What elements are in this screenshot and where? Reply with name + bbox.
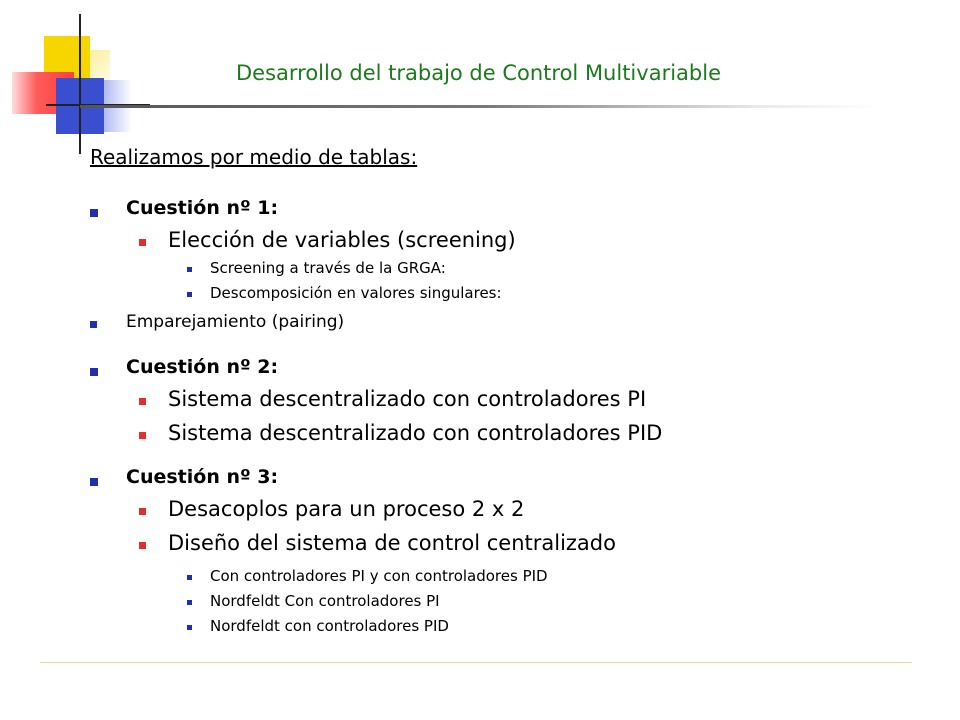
bullet-marker (90, 209, 98, 217)
list-item-level3: Descomposición en valores singulares: (210, 284, 502, 302)
slide-logo (0, 0, 140, 160)
footer-rule (40, 662, 912, 663)
bullet-marker (187, 267, 192, 272)
slide-title: Desarrollo del trabajo de Control Multivariable (236, 61, 721, 85)
list-item-level3: Screening a través de la GRGA: (210, 259, 446, 277)
bullet-marker (139, 239, 146, 246)
bullet-marker (139, 398, 146, 405)
list-item-level2: Diseño del sistema de control centralizado (168, 531, 616, 555)
title-underline-rule (80, 105, 880, 108)
list-item-level3: Con controladores PI y con controladores PID (210, 567, 548, 585)
logo-vertical-line (79, 14, 81, 154)
bullet-marker (139, 508, 146, 515)
intro-text: Realizamos por medio de tablas: (90, 145, 418, 169)
bullet-marker (90, 368, 98, 376)
list-item-level1: Cuestión nº 3: (126, 466, 279, 488)
list-item-level3: Nordfeldt Con controladores PI (210, 592, 440, 610)
bullet-marker (187, 625, 192, 630)
list-item-level2: Sistema descentralizado con controladores PI (168, 387, 647, 411)
bullet-marker (90, 478, 98, 486)
bullet-marker (139, 432, 146, 439)
bullet-marker (187, 600, 192, 605)
list-item-level1: Cuestión nº 2: (126, 356, 279, 378)
list-item-level2: Sistema descentralizado con controladores PID (168, 421, 663, 445)
bullet-marker (90, 321, 97, 328)
bullet-marker (187, 292, 192, 297)
list-item-level3: Nordfeldt con controladores PID (210, 617, 449, 635)
bullet-marker (139, 542, 146, 549)
list-item-level2: Elección de variables (screening) (168, 228, 516, 252)
list-item-level1: Cuestión nº 1: (126, 197, 279, 219)
list-item-level1: Emparejamiento (pairing) (126, 312, 345, 332)
bullet-marker (187, 575, 192, 580)
list-item-level2: Desacoplos para un proceso 2 x 2 (168, 497, 525, 521)
